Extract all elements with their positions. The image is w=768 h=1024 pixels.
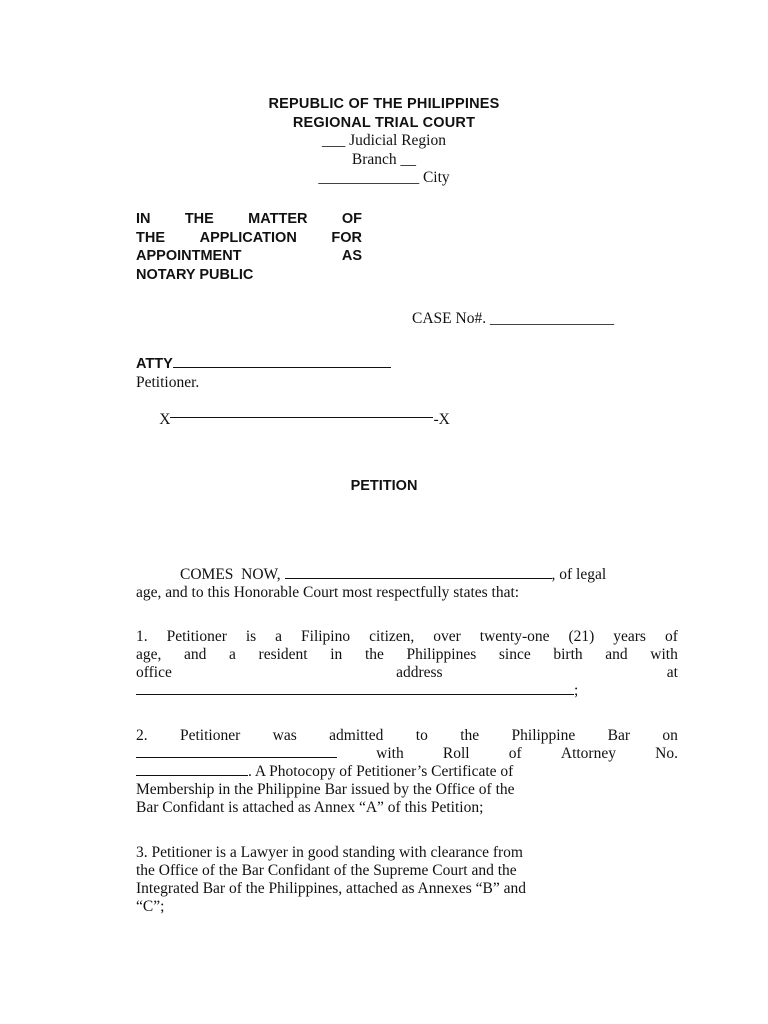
court-header [0,95,768,188]
word: at [666,664,678,681]
paragraph-3 [136,844,678,916]
separator-line: X -X [159,410,450,428]
atty-label: ATTY [136,356,173,372]
header-branch: Branch __ [351,150,417,168]
word: Attorney [560,745,616,762]
para1-line-4: ; [136,682,678,700]
word: Roll [442,745,470,762]
atty-name-blank [173,355,391,368]
word: admitted [329,727,384,744]
word: age, [136,646,162,663]
word: of [508,745,522,762]
word: Bar [607,727,631,744]
word: birth [553,646,583,663]
para2-line-4: Membership in the Philippine Bar issued by the Office of the [136,781,515,798]
caption-line-3: APPOINTMENT AS [136,248,362,264]
case-number: CASE No#. ________________ [412,310,614,327]
header-region: ___ Judicial Region [322,132,446,149]
word: the [364,646,384,663]
petitioner-label: Petitioner. [136,373,200,391]
word: is [245,628,257,645]
roll-number-blank [136,763,248,776]
word: and [605,646,628,663]
para3-line-2: the Office of the Bar Confidant of the Supreme Court and the [136,862,517,879]
word: to [415,727,428,744]
caption-line-1: IN THE MATTER OF [136,211,362,227]
intro-paragraph [136,566,678,602]
word: years [613,628,646,645]
word: a [229,646,236,663]
paragraph-1 [136,628,678,700]
word: Philippines [406,646,477,663]
paragraph-2 [136,727,678,817]
word: with [650,646,678,663]
admission-date-blank [136,745,337,758]
intro-line-2: age, and to this Honorable Court most respectfully states that: [136,584,520,601]
header-city: _____________ City [318,169,450,186]
para2-line-1 [136,727,678,745]
word: (21) [568,628,595,645]
word: a [275,628,283,645]
word: twenty-one [479,628,550,645]
para3-line-3: Integrated Bar of the Philippines, attached as Annexes “B” and [136,880,526,897]
para2-line-2 [136,745,678,763]
para1-line-1 [136,628,678,646]
header-republic: REPUBLIC OF THE PHILIPPINES [268,96,500,112]
caption-line-2: THE APPLICATION FOR [136,229,362,246]
header-court: REGIONAL TRIAL COURT [292,114,476,131]
word: resident [258,646,308,663]
word: on [662,727,678,744]
name-blank [285,566,552,579]
word: 1. [136,628,148,645]
word: 2. [136,727,148,744]
word: Petitioner [180,727,241,744]
word: citizen, [369,628,415,645]
word: No. [655,745,678,762]
word: and [184,646,207,663]
para3-line-1: 3. Petitioner is a Lawyer in good standing with clearance from [136,844,523,861]
word: office [136,664,172,681]
word: Philippine [511,727,576,744]
para2-line-5: Bar Confidant is attached as Annex “A” of this Petition; [136,799,484,816]
word: Filipino [301,628,351,645]
para3-line-4: “C”; [136,898,165,915]
word: in [330,646,343,663]
word: of [664,628,678,645]
petition-title: PETITION [350,478,418,494]
word: was [272,727,297,744]
para1-line-3 [136,664,678,682]
para2-line-3: . A Photocopy of Petitioner’s Certificate of [136,763,678,781]
petitioner-block [136,355,450,448]
word: with [376,745,404,762]
caption-line-4: NOTARY PUBLIC [136,266,254,283]
office-address-blank [136,682,574,695]
word: the [460,727,480,744]
case-caption [136,210,362,284]
word: address [396,664,443,681]
word: Petitioner [166,628,227,645]
word: since [498,646,531,663]
word: over [433,628,461,645]
intro-line-1: COMES NOW, , of legal [180,566,607,583]
para1-line-2 [136,646,678,664]
